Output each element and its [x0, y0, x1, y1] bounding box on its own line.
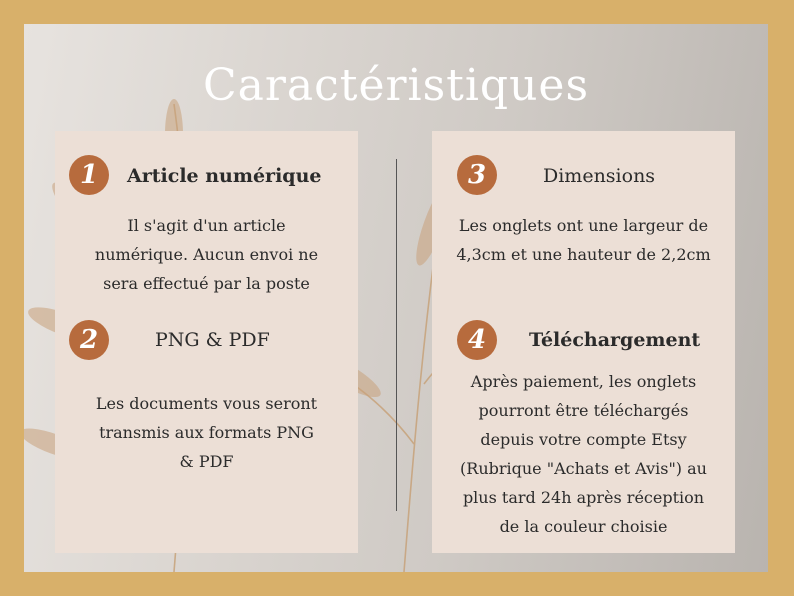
- feature-text-line: sera effectué par la poste: [103, 274, 310, 293]
- feature-text-line: numérique. Aucun envoi ne: [94, 245, 319, 264]
- feature-heading-2: PNG & PDF: [155, 329, 270, 351]
- feature-text-line: pourront être téléchargés: [478, 401, 689, 420]
- feature-text-line: Il s'agit d'un article: [127, 216, 286, 235]
- feature-text-line: 4,3cm et une hauteur de 2,2cm: [456, 245, 711, 264]
- feature-text-line: de la couleur choisie: [499, 517, 668, 536]
- feature-heading-3: Dimensions: [543, 165, 656, 187]
- number-badge-1: 1: [69, 155, 109, 195]
- number-badge-3: 3: [457, 155, 497, 195]
- feature-text-line: Les onglets ont une largeur de: [458, 216, 709, 235]
- feature-text-1: [55, 211, 358, 298]
- number-badge-2: 2: [69, 320, 109, 360]
- feature-text-line: & PDF: [179, 452, 234, 471]
- feature-text-line: depuis votre compte Etsy: [480, 430, 687, 449]
- feature-text-line: plus tard 24h après réception: [462, 488, 705, 507]
- feature-text-3: [432, 211, 735, 269]
- feature-text-line: Les documents vous seront: [95, 394, 318, 413]
- feature-heading-1: Article numérique: [127, 165, 322, 187]
- feature-text-line: Après paiement, les onglets: [470, 372, 697, 391]
- feature-heading-4: Téléchargement: [529, 329, 701, 351]
- poster-frame: [24, 24, 768, 572]
- feature-text-2: [55, 389, 358, 476]
- feature-text-line: transmis aux formats PNG: [99, 423, 314, 442]
- feature-text-line: (Rubrique "Achats et Avis") au: [460, 459, 707, 478]
- center-divider: [396, 159, 397, 511]
- number-badge-4: 4: [457, 320, 497, 360]
- feature-text-4: [432, 367, 735, 541]
- page-title: Caractéristiques: [202, 60, 590, 111]
